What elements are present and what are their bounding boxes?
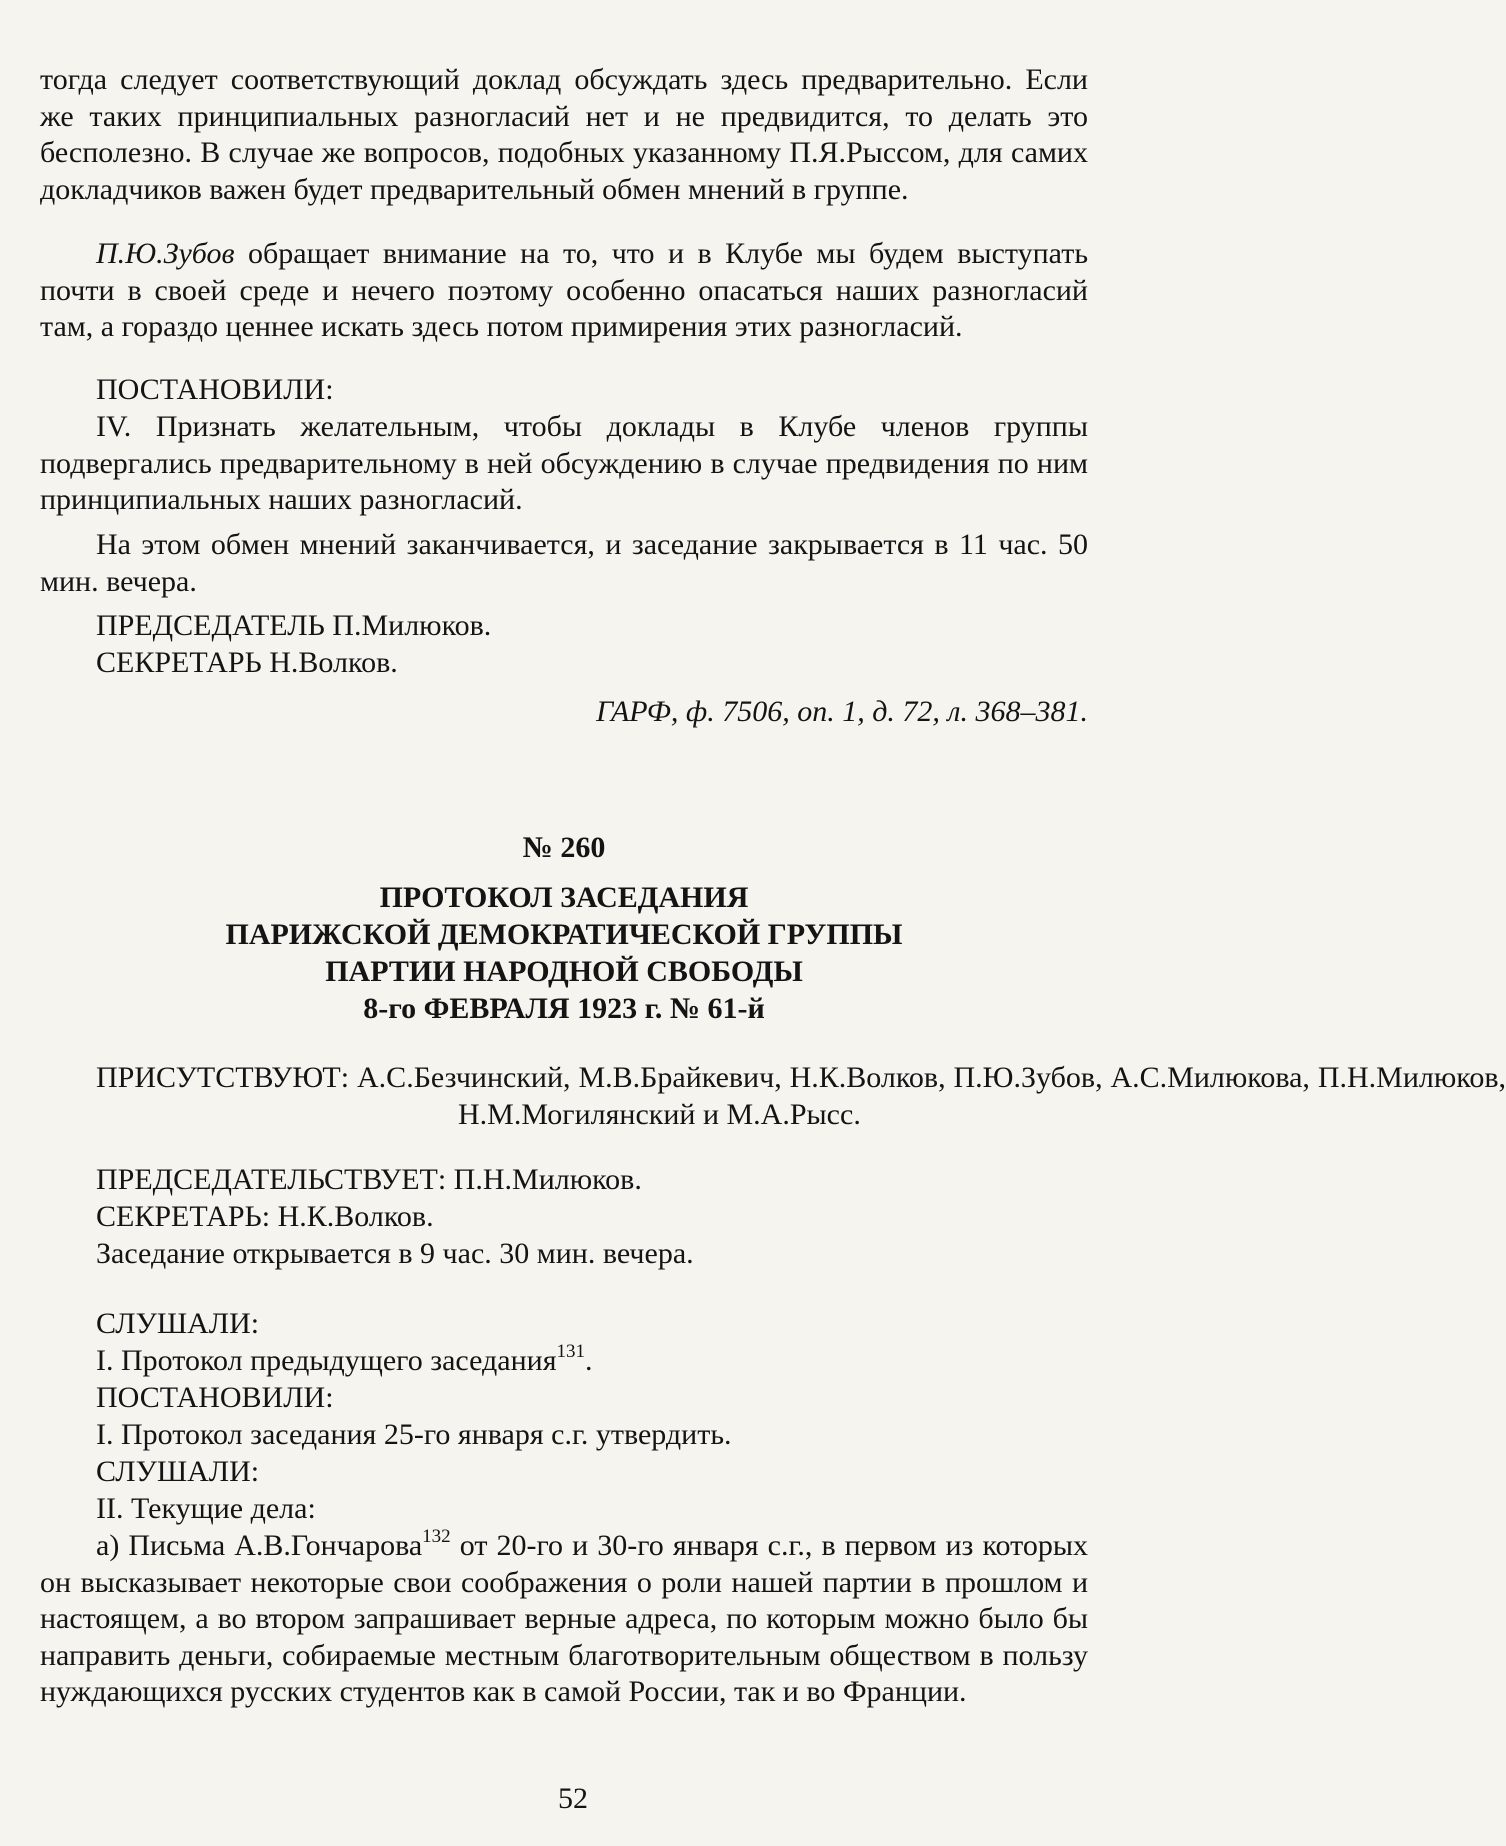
item-a-rest: от 20-го и 30-го января с.г., в первом из которых он высказывает некоторые свои соображения о роли нашей партии в прошлом и настоящем, а во втором запрашивает верные адреса, по которым можно было бы направить деньги, собираемые местным благотворительным обществом в пользу нуждающихся русских студентов как в самой России, так и во Франции.: [40, 1529, 1088, 1708]
heard-item-1: [40, 1343, 1088, 1380]
current-affairs-item-a: [40, 1528, 1088, 1711]
paragraph-zubov: [40, 236, 1088, 346]
item-a-start: а) Письма А.В.Гончарова: [96, 1529, 423, 1562]
heard-heading-2: СЛУШАЛИ:: [96, 1455, 260, 1488]
session-opened: Заседание открывается в 9 час. 30 мин. вечера.: [96, 1237, 694, 1270]
resolved-heading: ПОСТАНОВИЛИ:: [96, 373, 334, 406]
chair-signature: ПРЕДСЕДАТЕЛЬ П.Милюков.: [96, 609, 492, 642]
presiding: ПРЕДСЕДАТЕЛЬСТВУЕТ: П.Н.Милюков.: [96, 1163, 642, 1196]
paragraph-zubov-text: обращает внимание на то, что и в Клубе мы будем выступать почти в своей среде и нечего поэтому особенно опасаться наших разногласий там, а гораздо ценнее искать здесь потом примирения этих разногласий.: [40, 237, 1088, 343]
document-title-line-2: ПАРИЖСКОЙ ДЕМОКРАТИЧЕСКОЙ ГРУППЫ: [225, 918, 903, 951]
resolution-1: I. Протокол заседания 25-го января с.г. утвердить.: [96, 1418, 732, 1451]
closing-paragraph: На этом обмен мнений заканчивается, и заседание закрывается в 11 час. 50 мин. вечера.: [40, 528, 1088, 598]
paragraph-continuation: тогда следует соответствующий доклад обсуждать здесь предварительно. Если же таких принципиальных разногласий нет и не предвидится, то делать это бесполезно. В случае же вопросов, подобных указанному П.Я.Рыссом, для самих докладчиков важен будет предварительный обмен мнений в группе.: [40, 63, 1088, 206]
secretary-signature: СЕКРЕТАРЬ Н.Волков.: [96, 646, 398, 679]
resolved-heading-1: ПОСТАНОВИЛИ:: [96, 1381, 334, 1414]
document-title-line-3: ПАРТИИ НАРОДНОЙ СВОБОДЫ: [325, 955, 803, 988]
heard-item-1-text: I. Протокол предыдущего заседания: [96, 1344, 557, 1377]
document-date-number: 8-го ФЕВРАЛЯ 1923 г. № 61-й: [363, 992, 765, 1025]
heard-heading-1: СЛУШАЛИ:: [96, 1307, 260, 1340]
present-list: ПРИСУТСТВУЮТ: А.С.Безчинский, М.В.Брайкевич, Н.К.Волков, П.Ю.Зубов, А.С.Милюкова, П.Н.Милюков, Н.М.Могилянский и М.А.Рысс.: [96, 1061, 1506, 1131]
footnote-ref-132: 132: [422, 1526, 451, 1547]
secretary-line: СЕКРЕТАРЬ: Н.К.Волков.: [96, 1200, 434, 1233]
speaker-name: П.Ю.Зубов: [96, 237, 235, 270]
document-number: № 260: [522, 831, 606, 864]
document-title-line-1: ПРОТОКОЛ ЗАСЕДАНИЯ: [379, 881, 749, 914]
heard-item-1-end: .: [585, 1344, 593, 1377]
page-number: 52: [558, 1782, 588, 1815]
resolution-iv: IV. Признать желательным, чтобы доклады в Клубе членов группы подвергались предварительному в ней обсуждению в случае предвидения по ним принципиальных наших разногласий.: [40, 410, 1088, 516]
archive-reference: ГАРФ, ф. 7506, оп. 1, д. 72, л. 368–381.: [596, 695, 1088, 728]
footnote-ref-131: 131: [556, 1341, 585, 1362]
heard-item-2: II. Текущие дела:: [96, 1492, 316, 1525]
